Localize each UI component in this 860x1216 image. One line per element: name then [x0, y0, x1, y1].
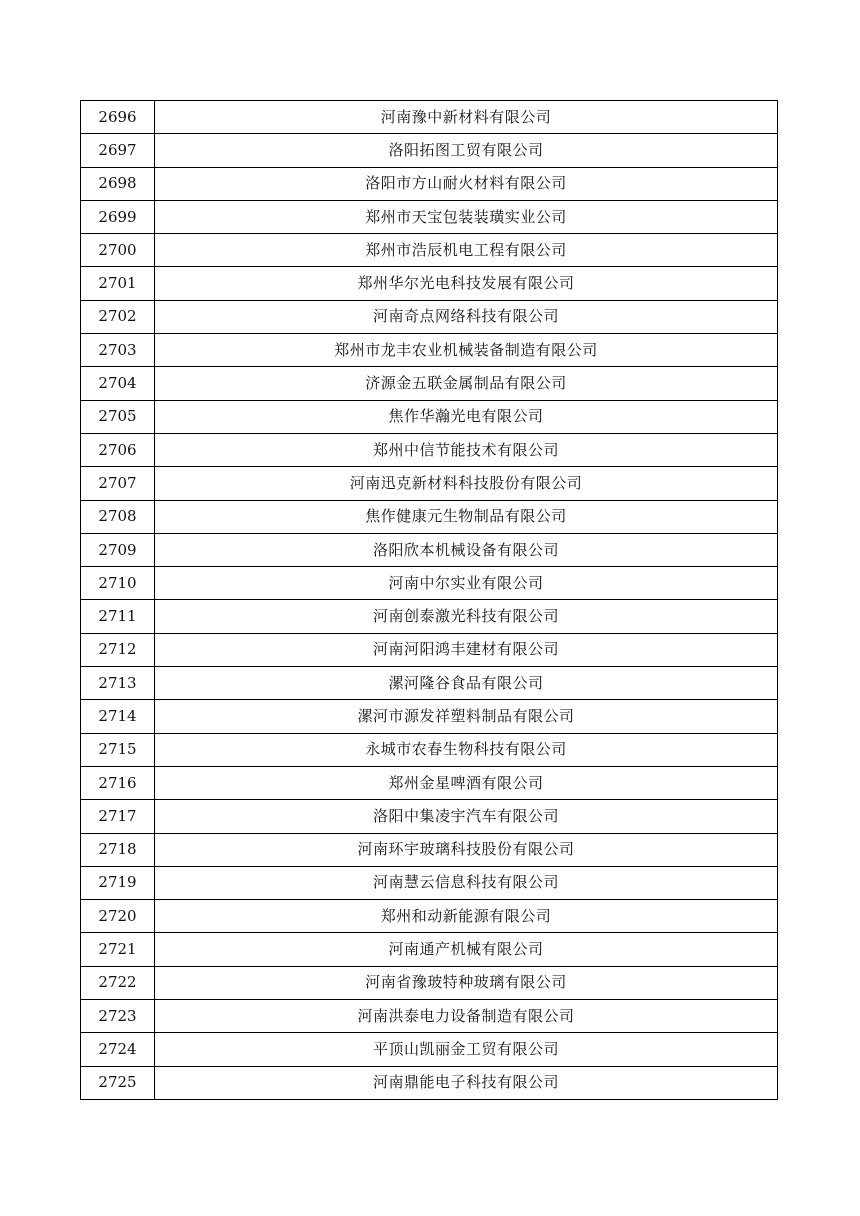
- row-number: 2707: [81, 467, 155, 500]
- company-name: 河南洪泰电力设备制造有限公司: [155, 1000, 778, 1033]
- row-number: 2717: [81, 800, 155, 833]
- row-number: 2721: [81, 933, 155, 966]
- table-row: [81, 633, 778, 666]
- company-name: 河南豫中新材料有限公司: [155, 101, 778, 134]
- row-number: 2697: [81, 134, 155, 167]
- company-name: 郑州华尔光电科技发展有限公司: [155, 267, 778, 300]
- table-body: [81, 101, 778, 1100]
- table-row: [81, 667, 778, 700]
- row-number: 2708: [81, 500, 155, 533]
- row-number: 2696: [81, 101, 155, 134]
- table-row: [81, 101, 778, 134]
- table-row: [81, 800, 778, 833]
- row-number: 2713: [81, 667, 155, 700]
- company-name: 河南迅克新材料科技股份有限公司: [155, 467, 778, 500]
- company-name: 漯河隆谷食品有限公司: [155, 667, 778, 700]
- company-name: 焦作健康元生物制品有限公司: [155, 500, 778, 533]
- company-name: 河南中尔实业有限公司: [155, 567, 778, 600]
- company-name: 郑州和动新能源有限公司: [155, 900, 778, 933]
- row-number: 2701: [81, 267, 155, 300]
- table-row: [81, 833, 778, 866]
- row-number: 2723: [81, 1000, 155, 1033]
- table-row: [81, 600, 778, 633]
- table-row: [81, 400, 778, 433]
- row-number: 2703: [81, 334, 155, 367]
- company-name: 洛阳欣本机械设备有限公司: [155, 533, 778, 566]
- row-number: 2704: [81, 367, 155, 400]
- row-number: 2705: [81, 400, 155, 433]
- table-row: [81, 733, 778, 766]
- row-number: 2715: [81, 733, 155, 766]
- table-row: [81, 334, 778, 367]
- table-row: [81, 866, 778, 899]
- table-row: [81, 300, 778, 333]
- row-number: 2724: [81, 1033, 155, 1066]
- row-number: 2706: [81, 433, 155, 466]
- table-row: [81, 900, 778, 933]
- company-name: 郑州市龙丰农业机械装备制造有限公司: [155, 334, 778, 367]
- company-name: 郑州中信节能技术有限公司: [155, 433, 778, 466]
- row-number: 2722: [81, 966, 155, 999]
- company-name: 永城市农春生物科技有限公司: [155, 733, 778, 766]
- row-number: 2718: [81, 833, 155, 866]
- company-name: 焦作华瀚光电有限公司: [155, 400, 778, 433]
- table-row: [81, 700, 778, 733]
- table-row: [81, 533, 778, 566]
- row-number: 2709: [81, 533, 155, 566]
- company-name: 河南慧云信息科技有限公司: [155, 866, 778, 899]
- company-name: 洛阳中集凌宇汽车有限公司: [155, 800, 778, 833]
- row-number: 2700: [81, 234, 155, 267]
- row-number: 2711: [81, 600, 155, 633]
- company-name: 郑州金星啤酒有限公司: [155, 766, 778, 799]
- company-list-table: [80, 100, 778, 1100]
- company-name: 河南创泰激光科技有限公司: [155, 600, 778, 633]
- row-number: 2710: [81, 567, 155, 600]
- row-number: 2716: [81, 766, 155, 799]
- table-row: [81, 134, 778, 167]
- company-name: 郑州市天宝包装装璜实业公司: [155, 200, 778, 233]
- table-row: [81, 167, 778, 200]
- table-row: [81, 1000, 778, 1033]
- table-row: [81, 567, 778, 600]
- company-name: 洛阳拓图工贸有限公司: [155, 134, 778, 167]
- table-row: [81, 1033, 778, 1066]
- row-number: 2698: [81, 167, 155, 200]
- table-row: [81, 766, 778, 799]
- table-row: [81, 966, 778, 999]
- table-row: [81, 1066, 778, 1099]
- company-name: 河南环宇玻璃科技股份有限公司: [155, 833, 778, 866]
- company-name: 河南通产机械有限公司: [155, 933, 778, 966]
- row-number: 2702: [81, 300, 155, 333]
- table-row: [81, 367, 778, 400]
- row-number: 2719: [81, 866, 155, 899]
- table-row: [81, 200, 778, 233]
- table-row: [81, 267, 778, 300]
- table-row: [81, 933, 778, 966]
- company-name: 济源金五联金属制品有限公司: [155, 367, 778, 400]
- company-name: 平顶山凯丽金工贸有限公司: [155, 1033, 778, 1066]
- row-number: 2714: [81, 700, 155, 733]
- row-number: 2720: [81, 900, 155, 933]
- row-number: 2699: [81, 200, 155, 233]
- row-number: 2712: [81, 633, 155, 666]
- row-number: 2725: [81, 1066, 155, 1099]
- company-name: 河南省豫玻特种玻璃有限公司: [155, 966, 778, 999]
- company-name: 漯河市源发祥塑料制品有限公司: [155, 700, 778, 733]
- company-name: 河南河阳鸿丰建材有限公司: [155, 633, 778, 666]
- table-row: [81, 467, 778, 500]
- company-name: 河南奇点网络科技有限公司: [155, 300, 778, 333]
- table-row: [81, 433, 778, 466]
- table-row: [81, 234, 778, 267]
- company-name: 郑州市浩辰机电工程有限公司: [155, 234, 778, 267]
- table-row: [81, 500, 778, 533]
- company-name: 洛阳市方山耐火材料有限公司: [155, 167, 778, 200]
- company-name: 河南鼎能电子科技有限公司: [155, 1066, 778, 1099]
